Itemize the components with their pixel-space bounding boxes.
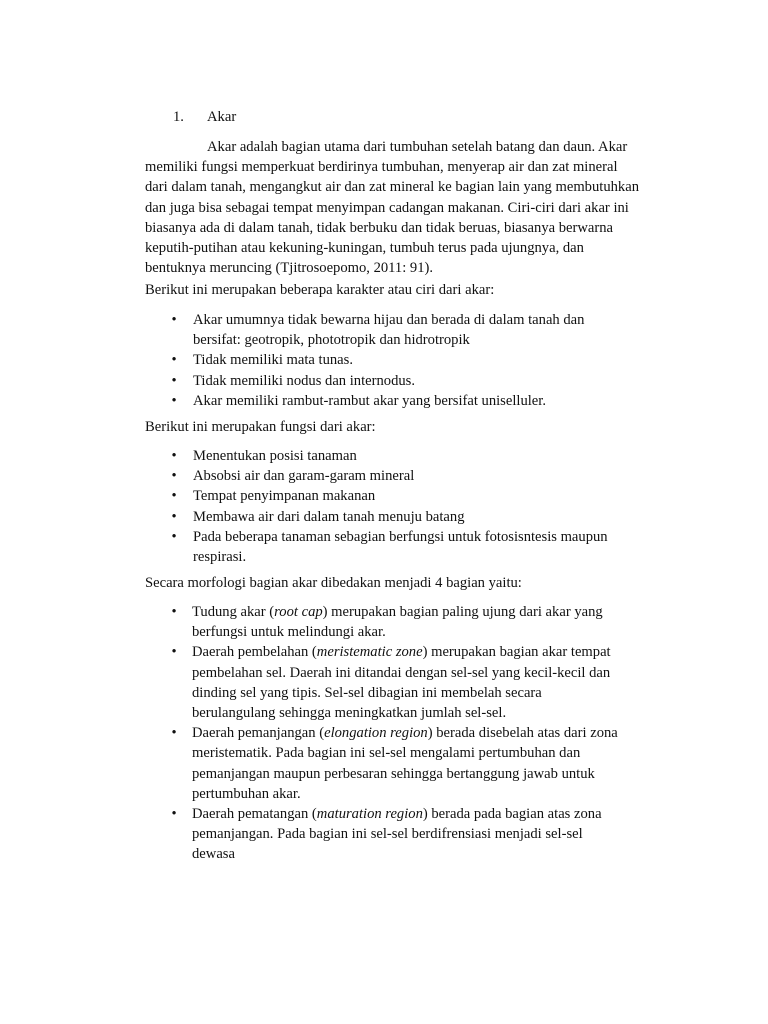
term-italic: root cap: [274, 604, 323, 620]
list-item: [168, 466, 688, 486]
list-item-text: pertumbuhan akar.: [192, 785, 301, 802]
list-item-text: pemanjangan maupun perbesaran sehingga bertanggung jawab untuk: [192, 765, 595, 782]
morphology-list: [168, 602, 688, 864]
list-item-text: Daerah pemanjangan (elongation region) berada disebelah atas dari zona: [192, 725, 618, 742]
bullet-icon: •: [171, 372, 177, 389]
list-item: [168, 391, 688, 411]
characteristics-list: [168, 310, 688, 411]
list-item-text: Menentukan posisi tanaman: [193, 448, 357, 464]
list-item-text: Akar umumnya tidak bewarna hijau dan berada di dalam tanah dan: [193, 312, 585, 328]
list-item-text: respirasi.: [193, 548, 247, 565]
list-item-text: Membawa air dari dalam tanah menuju batang: [193, 508, 465, 525]
list-item-text: bersifat: geotropik, phototropik dan hidrotropik: [193, 332, 470, 349]
functions-intro: Berikut ini merupakan fungsi dari akar:: [145, 419, 376, 435]
list-item: [168, 723, 688, 804]
list-item-text: dinding sel yang tipis. Sel-sel dibagian ini membelah secara: [192, 684, 542, 701]
list-item-text: Tidak memiliki mata tunas.: [193, 352, 353, 369]
list-item-text: pemanjangan. Pada bagian ini sel-sel berdifrensiasi menjadi sel-sel: [192, 826, 583, 843]
bullet-icon: •: [171, 448, 177, 464]
list-item-text: dewasa: [192, 846, 235, 863]
bullet-icon: •: [171, 725, 177, 742]
bullet-icon: •: [171, 604, 177, 620]
section-title: Akar: [207, 109, 237, 125]
functions-list: [168, 446, 688, 567]
list-item-text: Absobsi air dan garam-garam mineral: [193, 468, 415, 485]
list-item-text: Akar memiliki rambut-rambut akar yang bersifat uniselluler.: [193, 392, 546, 409]
term-italic: elongation region: [324, 725, 428, 742]
list-item: [168, 507, 688, 527]
morphology-intro: Secara morfologi bagian akar dibedakan menjadi 4 bagian yaitu:: [145, 575, 522, 591]
list-item-text: Tudung akar (root cap) merupakan bagian paling ujung dari akar yang: [192, 604, 603, 620]
list-item-text: berfungsi untuk melindungi akar.: [192, 624, 386, 641]
bullet-icon: •: [171, 392, 177, 409]
bullet-icon: •: [171, 312, 177, 328]
list-item: [168, 642, 688, 723]
bullet-icon: •: [171, 352, 177, 369]
bullet-icon: •: [171, 528, 177, 545]
list-item: [168, 310, 688, 350]
list-item-text: Tidak memiliki nodus dan internodus.: [193, 372, 416, 389]
paragraph-line: dari dalam tanah, mengangkut air dan zat mineral ke bagian lain yang membutuhkan: [145, 179, 639, 196]
list-item: [168, 350, 688, 370]
list-item-text: Daerah pematangan (maturation region) berada pada bagian atas zona: [192, 805, 602, 822]
bullet-icon: •: [171, 488, 177, 505]
section-number: 1.: [173, 109, 184, 125]
list-item-text: meristematik. Pada bagian ini sel-sel mengalami pertumbuhan dan: [192, 745, 581, 762]
list-item-text: Tempat penyimpanan makanan: [193, 488, 376, 505]
list-item: [168, 486, 688, 506]
bullet-icon: •: [171, 644, 177, 661]
list-item: [168, 446, 688, 466]
paragraph-line: dan juga bisa sebagai tempat menyimpan cadangan makanan. Ciri-ciri dari akar ini: [145, 199, 629, 216]
paragraph-line: Akar adalah bagian utama dari tumbuhan setelah batang dan daun. Akar: [207, 139, 628, 155]
paragraph-line: bentuknya meruncing (Tjitrosoepomo, 2011: 91).: [145, 260, 434, 277]
term-italic: maturation region: [316, 805, 423, 822]
term-italic: meristematic zone: [316, 644, 423, 661]
list-item: [168, 602, 688, 642]
list-item: [168, 804, 688, 865]
list-item-text: Pada beberapa tanaman sebagian berfungsi untuk fotosisntesis maupun: [193, 528, 608, 545]
bullet-icon: •: [171, 508, 177, 525]
list-item-text: berulangulang sehingga meningkatkan jumlah sel-sel.: [192, 704, 507, 721]
intro-paragraph: [145, 137, 705, 278]
paragraph-line: memiliki fungsi memperkuat berdirinya tumbuhan, menyerap air dan zat mineral: [145, 159, 618, 176]
paragraph-line: biasanya ada di dalam tanah, tidak berbuku dan tidak beruas, biasanya berwarna: [145, 219, 614, 236]
bullet-icon: •: [171, 805, 177, 822]
list-item-text: Daerah pembelahan (meristematic zone) merupakan bagian akar tempat: [192, 644, 611, 661]
list-item-text: pembelahan sel. Daerah ini ditandai dengan sel-sel yang kecil-kecil dan: [192, 664, 611, 681]
characteristics-intro: Berikut ini merupakan beberapa karakter atau ciri dari akar:: [145, 282, 495, 298]
list-item: [168, 371, 688, 391]
paragraph-line: keputih-putihan atau kekuning-kuningan, tumbuh terus pada ujungnya, dan: [145, 239, 584, 256]
list-item: [168, 527, 688, 567]
bullet-icon: •: [171, 468, 177, 485]
